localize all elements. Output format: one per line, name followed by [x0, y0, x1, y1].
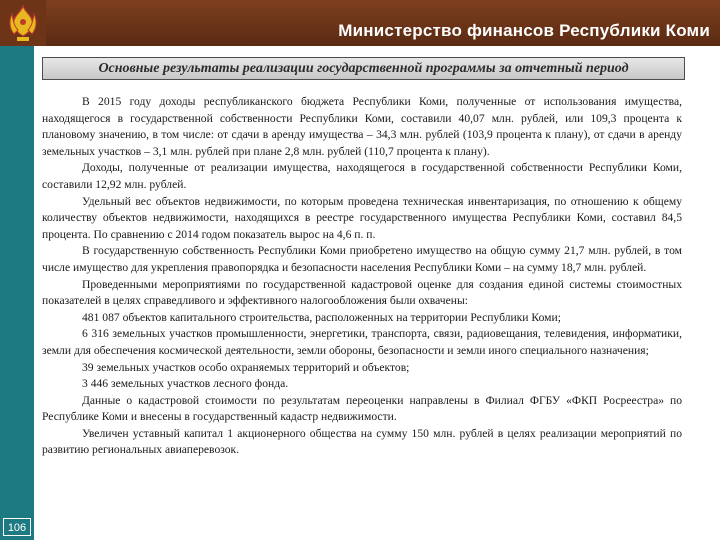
- paragraph: Проведенными мероприятиями по государственной кадастровой оценке для создания единой системы стоимостных показателей в целях справедливого и эффективного налогообложения были охвачены:: [42, 277, 682, 308]
- paragraph: В государственную собственность Республики Коми приобретено имущество на общую сумму 21,7 млн. рублей, в том числе имущество для укрепления правопорядка и безопасности населения Республики Коми – на сумму 18,7 млн. рублей.: [42, 244, 682, 274]
- paragraph: Доходы, полученные от реализации имущества, находящегося в государственной собственности Республики Коми, составили 12,92 млн. рублей.: [42, 161, 682, 191]
- paragraph: Удельный вес объектов недвижимости, по которым проведена техническая инвентаризация, по отношению к общему количеству объектов недвижимости, находящихся в реестре государственного имущества Республики Коми, составил 84,5 процента. По сравнению с 2014 годом показатель вырос на 4,6 п. п.: [42, 194, 682, 241]
- sidebar-bar: [0, 46, 34, 540]
- paragraph: 39 земельных участков особо охраняемых территорий и объектов;: [82, 360, 410, 374]
- paragraph: 3 446 земельных участков лесного фонда.: [82, 377, 289, 391]
- page-number: 106: [3, 518, 31, 536]
- section-title: Основные результаты реализации государственной программы за отчетный период: [42, 57, 685, 80]
- paragraph: 481 087 объектов капитального строительства, расположенных на территории Республики Коми;: [82, 310, 561, 324]
- paragraph: Данные о кадастровой стоимости по результатам переоценки направлены в Филиал ФГБУ «ФКП Росреестра» по Республике Коми и внесены в государственный кадастр недвижимости.: [42, 393, 682, 424]
- paragraph: 6 316 земельных участков промышленности, энергетики, транспорта, связи, радиовещания, телевидения, информатики, земли для обеспечения космической деятельности, земли обороны, безопасности и земли иного специального назначения;: [42, 327, 682, 357]
- paragraph: Увеличен уставный капитал 1 акционерного общества на сумму 150 млн. рублей в целях реализации мероприятий по развитию региональных авиаперевозок.: [42, 426, 682, 457]
- emblem-icon: [0, 0, 46, 46]
- header-bar: [0, 0, 720, 46]
- paragraph: В 2015 году доходы республиканского бюджета Республики Коми, полученные от использования имущества, находящегося в государственной собственности Республики Коми, составили 40,07 млн. рублей, или 109,3 процента к плановому значению, в том числе: от сдачи в аренду имущества – 34,3 млн. рублей (103,9 процента к плану), от сдачи в аренду земельных участков – 3,1 млн. рублей при плане 2,8 млн. рублей (110,7 процента к плану).: [42, 95, 682, 158]
- body-text: [42, 94, 682, 459]
- header-title: Министерство финансов Республики Коми: [338, 21, 710, 40]
- emblem-logo: [0, 0, 46, 46]
